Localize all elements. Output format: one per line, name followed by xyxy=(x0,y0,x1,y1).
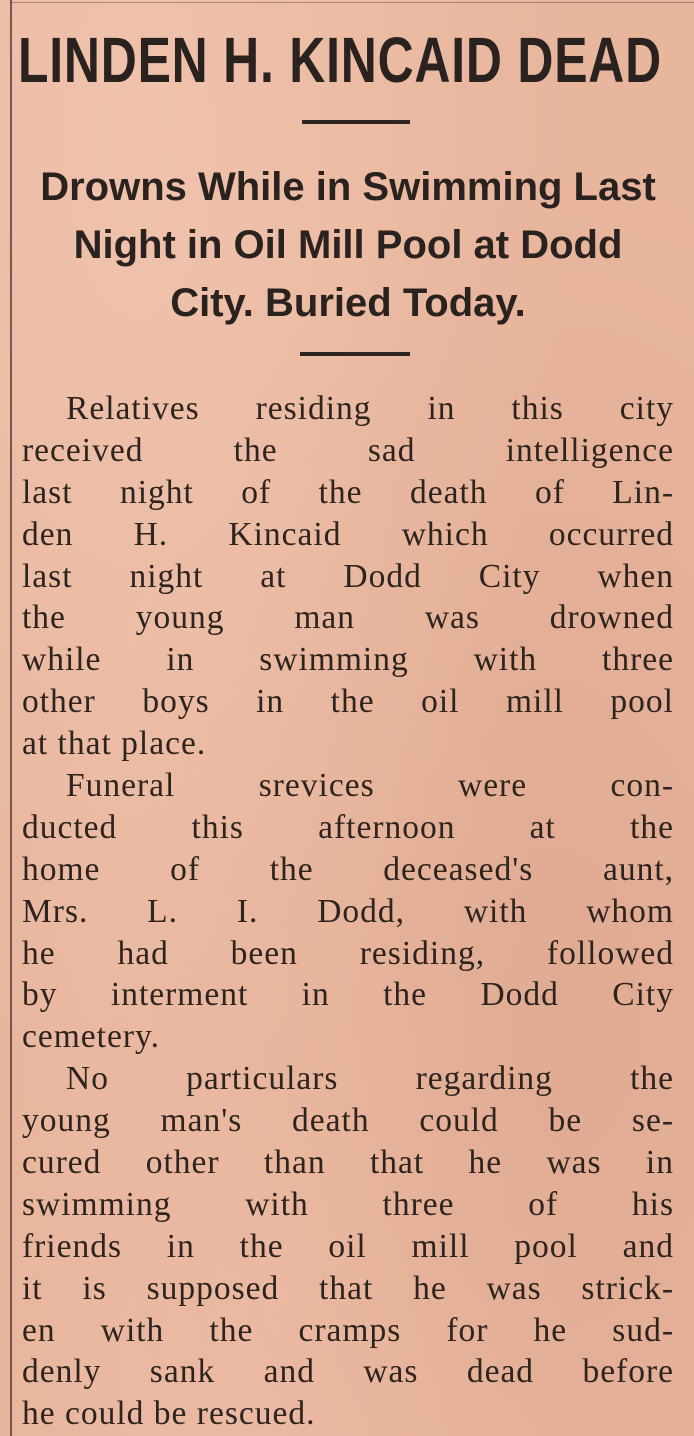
body-line: No particulars regarding the xyxy=(66,1060,674,1098)
body-line: cured other than that he was in xyxy=(22,1144,674,1182)
body-line: Relatives residing in this city xyxy=(66,390,674,427)
body-line: by interment in the Dodd City xyxy=(22,976,674,1014)
body-line: last night of the death of Lin- xyxy=(22,473,674,511)
body-line: other boys in the oil mill pool xyxy=(22,683,674,721)
body-line: while in swimming with three xyxy=(22,641,674,679)
body-line: swimming with three of his xyxy=(22,1185,674,1223)
body-line: it is supposed that he was strick- xyxy=(22,1269,674,1307)
body-line: den H. Kincaid which occurred xyxy=(22,515,674,553)
body-line: denly sank and was dead before xyxy=(22,1353,674,1391)
article-body xyxy=(22,388,674,1435)
subhead-divider xyxy=(300,352,410,356)
body-line: Funeral srevices were con- xyxy=(66,767,674,805)
headline: LINDEN H. KINCAID DEAD xyxy=(18,24,662,96)
body-line: cemetery. xyxy=(22,1018,160,1056)
body-line: the young man was drowned xyxy=(22,599,674,637)
body-line: he could be rescued. xyxy=(22,1395,316,1433)
body-line: home of the deceased's aunt, xyxy=(22,850,674,888)
body-line: en with the cramps for he sud- xyxy=(22,1311,674,1349)
subhead-line: Drowns While in Swimming Last xyxy=(40,165,656,209)
body-line: at that place. xyxy=(22,725,207,763)
subhead-line: Night in Oil Mill Pool at Dodd xyxy=(73,223,623,267)
subheadline xyxy=(18,158,678,332)
column-rule-left xyxy=(10,0,12,1436)
subhead-line: City. Buried Today. xyxy=(170,281,526,325)
column-rule-top xyxy=(10,2,694,3)
body-line: ducted this afternoon at the xyxy=(22,808,674,846)
body-line: received the sad intelligence xyxy=(22,431,674,469)
body-line: young man's death could be se- xyxy=(22,1102,674,1140)
body-line: friends in the oil mill pool and xyxy=(22,1227,674,1265)
headline-divider xyxy=(302,120,410,124)
body-line: he had been residing, followed xyxy=(22,934,674,972)
body-line: Mrs. L. I. Dodd, with whom xyxy=(22,892,674,930)
body-line: last night at Dodd City when xyxy=(22,557,674,595)
